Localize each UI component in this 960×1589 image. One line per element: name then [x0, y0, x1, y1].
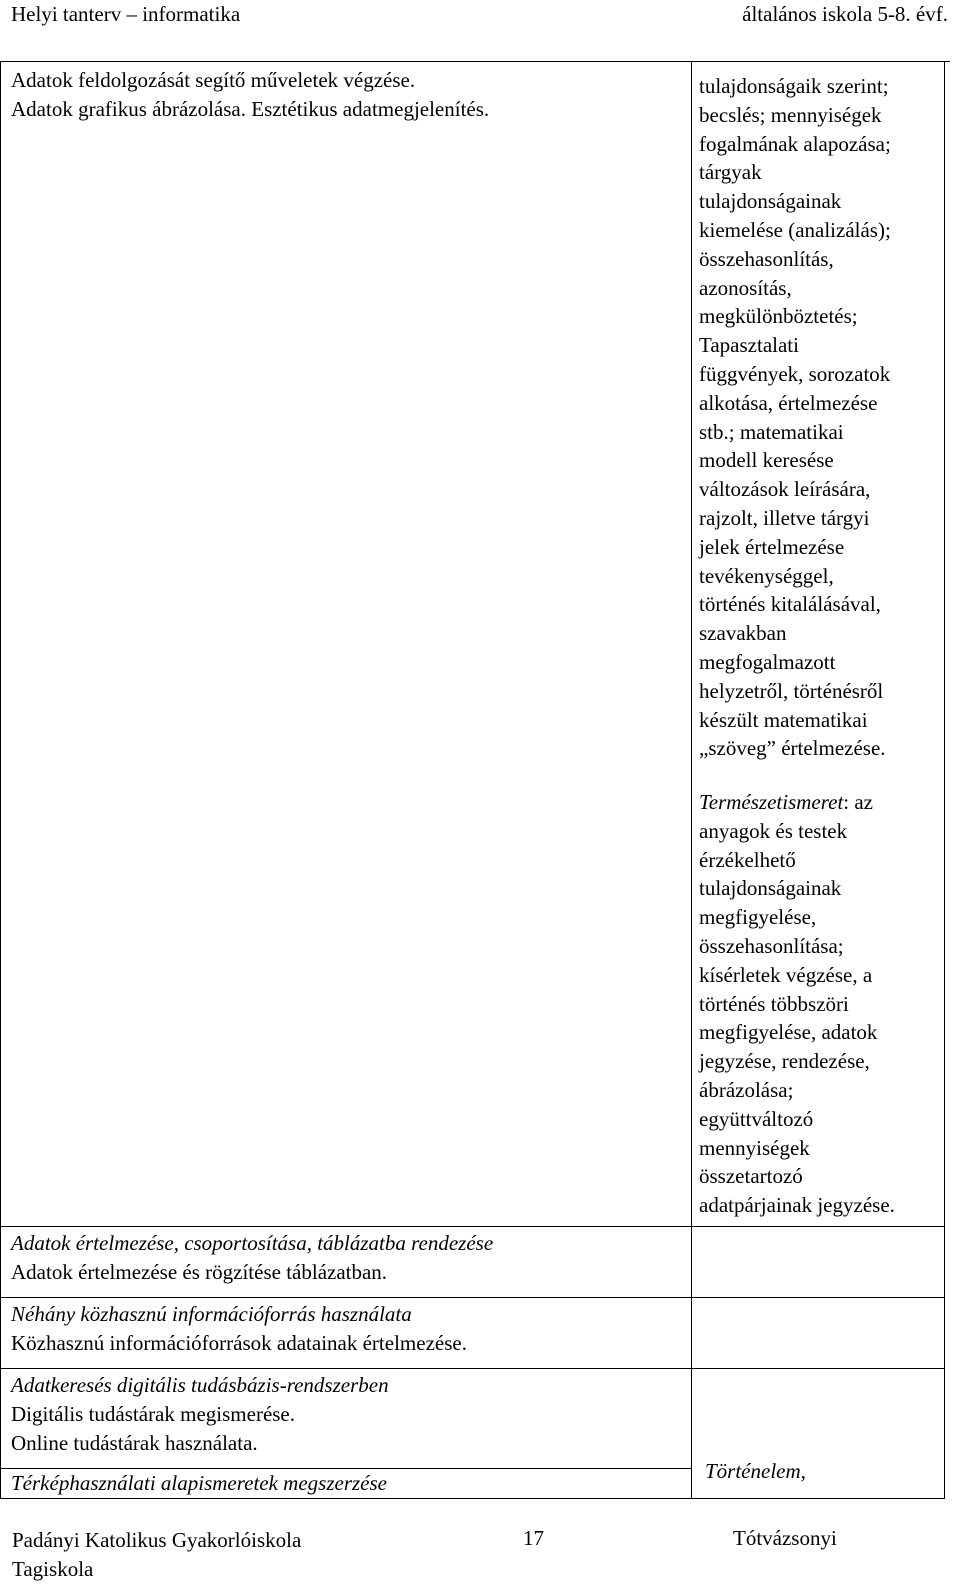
math-line: alkotása, értelmezése — [699, 390, 878, 415]
page-footer — [0, 1524, 960, 1589]
row-2-cell — [11, 1300, 467, 1358]
row-divider-3 — [0, 1368, 945, 1369]
page-number: 17 — [523, 1526, 544, 1550]
science-subject: Természetismeret — [699, 790, 844, 814]
math-line: Tapasztalati — [699, 333, 799, 358]
math-line: kiemelése (analizálás); — [699, 217, 891, 242]
math-line: stb.; matematikai — [699, 419, 844, 444]
math-line: tulajdonságainak — [699, 189, 842, 214]
math-line: megfogalmazott — [699, 649, 836, 674]
row-title: Adatok értelmezése, csoportosítása, táblázatba rendezése — [11, 1231, 494, 1255]
footer-school — [12, 1526, 301, 1584]
science-line: együttváltozó — [699, 1106, 814, 1131]
math-line: becslés; mennyiségek — [699, 102, 882, 127]
row-line: Digitális tudástárak megismerése. — [11, 1401, 296, 1426]
math-line: történés kitalálásával, — [699, 592, 881, 617]
footer-school-line1: Padányi Katolikus Gyakorlóiskola — [12, 1528, 302, 1552]
left-top-line: Adatok feldolgozását segítő műveletek végzése. — [11, 68, 416, 92]
math-line: megkülönböztetés; — [699, 304, 858, 329]
math-line: fogalmának alapozása; — [699, 131, 891, 156]
row-title: Térképhasználati alapismeretek megszerzése — [11, 1471, 387, 1495]
right-math-cell — [699, 72, 891, 763]
science-line: történés többszöri — [699, 991, 849, 1016]
math-line: tulajdonságaik szerint; — [699, 74, 889, 98]
math-line: modell keresése — [699, 448, 834, 473]
row-title: Néhány közhasznú információforrás használata — [11, 1302, 412, 1326]
science-line: összetartozó — [699, 1164, 803, 1189]
left-top-line: Adatok grafikus ábrázolása. Esztétikus adatmegjelenítés. — [11, 96, 490, 121]
curriculum-table — [0, 32, 952, 1524]
footer-school-line2: Tagiskola — [12, 1557, 94, 1581]
right-science-cell — [699, 788, 895, 1220]
science-line: ábrázolása; — [699, 1077, 794, 1102]
science-line: érzékelhető — [699, 847, 796, 872]
row-title: Adatkeresés digitális tudásbázis-rendszerben — [11, 1373, 389, 1397]
page-header — [0, 0, 960, 32]
column-divider — [691, 61, 692, 1499]
history-label: Történelem, — [705, 1459, 806, 1483]
row-line: Közhasznú információforrások adatainak értelmezése. — [11, 1330, 467, 1355]
header-title: Helyi tanterv – informatika — [11, 2, 241, 26]
table-left-border — [0, 61, 1, 1499]
math-line: összehasonlítás, — [699, 246, 834, 271]
science-line: megfigyelése, — [699, 905, 817, 930]
math-line: függvények, sorozatok — [699, 361, 891, 386]
row-1-cell — [11, 1229, 493, 1287]
table-top-border — [0, 61, 950, 62]
math-line: tárgyak — [699, 160, 762, 185]
math-line: rajzolt, illetve tárgyi — [699, 505, 870, 530]
math-line: helyzetről, történésről — [699, 678, 884, 703]
row-line: Online tudástárak használata. — [11, 1430, 258, 1455]
science-line: kísérletek végzése, a — [699, 962, 873, 987]
math-line: változások leírására, — [699, 477, 871, 502]
science-line: tulajdonságainak — [699, 876, 842, 901]
science-line: megfigyelése, adatok — [699, 1020, 878, 1045]
math-line: „szöveg” értelmezése. — [699, 736, 886, 761]
table-bottom-border — [0, 1498, 945, 1499]
science-line: adatpárjainak jegyzése. — [699, 1193, 895, 1218]
footer-right: Tótvázsonyi — [733, 1526, 837, 1550]
table-right-border — [944, 61, 945, 1499]
science-line: mennyiségek — [699, 1135, 810, 1160]
row-line: Adatok értelmezése és rögzítése táblázatban. — [11, 1259, 388, 1284]
left-top-cell — [11, 66, 489, 124]
row-divider-1 — [0, 1226, 945, 1227]
row-divider-2 — [0, 1297, 945, 1298]
science-line: összehasonlítása; — [699, 933, 844, 958]
science-first-rest: : az — [843, 790, 874, 814]
right-history-cell — [705, 1457, 806, 1486]
math-line: azonosítás, — [699, 275, 792, 300]
science-first-line — [699, 788, 895, 817]
math-line: szavakban — [699, 621, 787, 646]
row-4-cell — [11, 1469, 387, 1498]
science-line: jegyzése, rendezése, — [699, 1049, 870, 1074]
math-line: jelek értelmezése — [699, 534, 845, 559]
science-line: anyagok és testek — [699, 818, 848, 843]
row-3-cell — [11, 1371, 389, 1457]
header-grade: általános iskola 5-8. évf. — [742, 2, 948, 26]
math-line: készült matematikai — [699, 707, 868, 732]
math-line: tevékenységgel, — [699, 563, 834, 588]
